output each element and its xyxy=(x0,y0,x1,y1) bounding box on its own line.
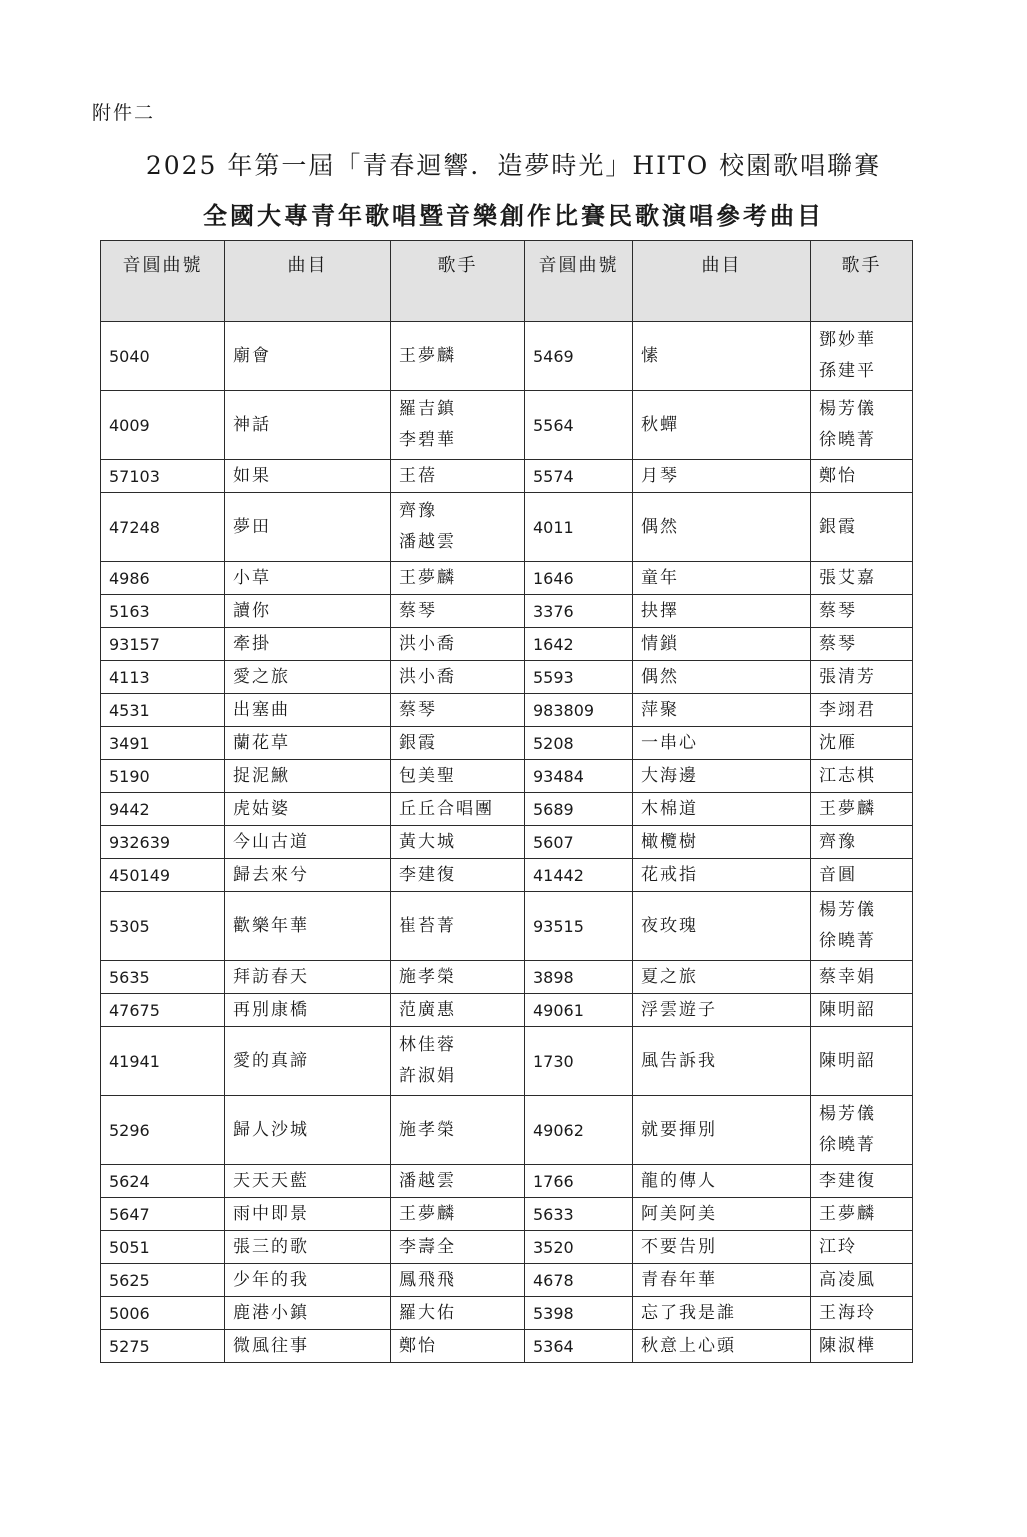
song-id-cell: 5647 xyxy=(101,1198,225,1231)
singer-cell xyxy=(391,994,525,1027)
singer-cell xyxy=(391,595,525,628)
song-id-cell: 5625 xyxy=(101,1264,225,1297)
song-id-cell: 93157 xyxy=(101,628,225,661)
table-row xyxy=(101,460,913,493)
singer-name: 孫建平 xyxy=(819,361,876,381)
singer-cell xyxy=(391,859,525,892)
song-title-cell: 抉擇 xyxy=(633,595,811,628)
singer-name: 丘丘合唱團 xyxy=(399,798,494,819)
singer-name: 潘越雲 xyxy=(399,532,456,552)
song-id-cell: 3491 xyxy=(101,727,225,760)
song-id-cell: 5208 xyxy=(525,727,633,760)
singer-name: 王夢麟 xyxy=(819,1203,876,1224)
singer-cell xyxy=(811,1330,913,1363)
song-title-cell: 歸去來兮 xyxy=(225,859,391,892)
header-song-id: 音圓曲號 xyxy=(525,241,633,322)
song-title-cell: 愛的真諦 xyxy=(225,1027,391,1096)
song-title-cell: 阿美阿美 xyxy=(633,1198,811,1231)
singer-cell xyxy=(811,460,913,493)
song-title-cell: 捉泥鰍 xyxy=(225,760,391,793)
song-id-cell: 93484 xyxy=(525,760,633,793)
singer-name: 鳳飛飛 xyxy=(399,1269,456,1290)
table-row xyxy=(101,727,913,760)
singer-cell xyxy=(391,727,525,760)
header-song-title: 曲目 xyxy=(225,241,391,322)
song-id-cell: 5635 xyxy=(101,961,225,994)
song-title-cell: 情鎖 xyxy=(633,628,811,661)
header-singer: 歌手 xyxy=(811,241,913,322)
singer-cell xyxy=(391,661,525,694)
song-id-cell: 932639 xyxy=(101,826,225,859)
header-song-id: 音圓曲號 xyxy=(101,241,225,322)
header-song-title: 曲目 xyxy=(633,241,811,322)
singer-cell xyxy=(811,859,913,892)
singer-name: 李翊君 xyxy=(819,699,876,720)
song-title-cell: 拜訪春天 xyxy=(225,961,391,994)
singer-name: 楊芳儀 xyxy=(819,900,876,920)
singer-cell xyxy=(391,493,525,562)
singer-cell xyxy=(811,493,913,562)
song-title-cell: 月琴 xyxy=(633,460,811,493)
song-id-cell: 41442 xyxy=(525,859,633,892)
song-id-cell: 4113 xyxy=(101,661,225,694)
song-id-cell: 5564 xyxy=(525,391,633,460)
table-row xyxy=(101,322,913,391)
table-body xyxy=(101,322,913,1363)
song-title-cell: 廟會 xyxy=(225,322,391,391)
singer-cell xyxy=(391,892,525,961)
singer-cell xyxy=(811,661,913,694)
singer-name: 李建復 xyxy=(399,864,456,885)
singer-name: 王夢麟 xyxy=(399,567,456,588)
table-row xyxy=(101,1231,913,1264)
singer-name: 銀霞 xyxy=(399,732,437,753)
song-title-cell: 夢田 xyxy=(225,493,391,562)
table-row xyxy=(101,661,913,694)
singer-cell xyxy=(811,1231,913,1264)
song-id-cell: 5574 xyxy=(525,460,633,493)
table-row xyxy=(101,994,913,1027)
singer-cell xyxy=(811,826,913,859)
song-title-cell: 雨中即景 xyxy=(225,1198,391,1231)
song-title-cell: 花戒指 xyxy=(633,859,811,892)
table-row xyxy=(101,1264,913,1297)
singer-cell xyxy=(811,892,913,961)
singer-name: 王夢麟 xyxy=(819,798,876,819)
table-row xyxy=(101,760,913,793)
singer-name: 鄭怡 xyxy=(819,465,857,486)
singer-cell xyxy=(811,562,913,595)
table-row xyxy=(101,892,913,961)
singer-name: 江玲 xyxy=(819,1236,857,1257)
singer-cell xyxy=(811,628,913,661)
song-id-cell: 5607 xyxy=(525,826,633,859)
singer-cell xyxy=(811,760,913,793)
singer-cell xyxy=(391,1096,525,1165)
song-title-cell: 虎姑婆 xyxy=(225,793,391,826)
singer-name: 張艾嘉 xyxy=(819,567,876,588)
song-title-cell: 秋意上心頭 xyxy=(633,1330,811,1363)
song-id-cell: 1730 xyxy=(525,1027,633,1096)
singer-cell xyxy=(391,460,525,493)
song-title-cell: 如果 xyxy=(225,460,391,493)
song-title-cell: 橄欖樹 xyxy=(633,826,811,859)
singer-cell xyxy=(811,391,913,460)
table-row xyxy=(101,1198,913,1231)
singer-name: 包美聖 xyxy=(399,765,456,786)
singer-name: 李建復 xyxy=(819,1170,876,1191)
song-id-cell: 9442 xyxy=(101,793,225,826)
singer-name: 王夢麟 xyxy=(399,1203,456,1224)
singer-cell xyxy=(811,1165,913,1198)
singer-name: 施孝榮 xyxy=(399,966,456,987)
table-row xyxy=(101,694,913,727)
table-row xyxy=(101,1096,913,1165)
singer-cell xyxy=(811,1297,913,1330)
song-table xyxy=(100,240,913,1363)
singer-name: 齊豫 xyxy=(819,831,857,852)
song-title-cell: 張三的歌 xyxy=(225,1231,391,1264)
singer-name: 李碧華 xyxy=(399,430,456,450)
singer-cell xyxy=(391,694,525,727)
song-id-cell: 5305 xyxy=(101,892,225,961)
singer-name: 江志棋 xyxy=(819,765,876,786)
singer-name: 沈雁 xyxy=(819,732,857,753)
song-title-cell: 再別康橋 xyxy=(225,994,391,1027)
table-row xyxy=(101,961,913,994)
singer-name: 王海玲 xyxy=(819,1302,876,1323)
singer-cell xyxy=(391,628,525,661)
song-title-cell: 就要揮別 xyxy=(633,1096,811,1165)
singer-name: 音圓 xyxy=(819,864,857,885)
singer-name: 陳明韶 xyxy=(819,1050,876,1071)
song-title-cell: 愛之旅 xyxy=(225,661,391,694)
table-row xyxy=(101,793,913,826)
singer-name: 蔡琴 xyxy=(819,633,857,654)
singer-cell xyxy=(391,760,525,793)
singer-name: 崔苔菁 xyxy=(399,915,456,936)
song-title-cell: 風告訴我 xyxy=(633,1027,811,1096)
singer-name: 蔡琴 xyxy=(399,699,437,720)
singer-name: 高凌風 xyxy=(819,1269,876,1290)
singer-name: 施孝榮 xyxy=(399,1119,456,1140)
singer-name: 洪小喬 xyxy=(399,666,456,687)
singer-name: 徐曉菁 xyxy=(819,430,876,450)
song-title-cell: 讀你 xyxy=(225,595,391,628)
singer-cell xyxy=(391,322,525,391)
song-id-cell: 4011 xyxy=(525,493,633,562)
singer-cell xyxy=(391,1027,525,1096)
singer-name: 洪小喬 xyxy=(399,633,456,654)
song-id-cell: 5633 xyxy=(525,1198,633,1231)
song-id-cell: 450149 xyxy=(101,859,225,892)
song-title-cell: 愫 xyxy=(633,322,811,391)
song-title-cell: 神話 xyxy=(225,391,391,460)
song-id-cell: 1766 xyxy=(525,1165,633,1198)
singer-name: 鄭怡 xyxy=(399,1335,437,1356)
song-id-cell: 5006 xyxy=(101,1297,225,1330)
singer-cell xyxy=(391,1297,525,1330)
singer-name: 蔡琴 xyxy=(819,600,857,621)
singer-cell xyxy=(811,694,913,727)
song-id-cell: 5190 xyxy=(101,760,225,793)
table-row xyxy=(101,1297,913,1330)
header-singer: 歌手 xyxy=(391,241,525,322)
song-id-cell: 5593 xyxy=(525,661,633,694)
singer-name: 楊芳儀 xyxy=(819,1104,876,1124)
song-id-cell: 4678 xyxy=(525,1264,633,1297)
song-title-cell: 夏之旅 xyxy=(633,961,811,994)
singer-name: 徐曉菁 xyxy=(819,931,876,951)
song-id-cell: 5275 xyxy=(101,1330,225,1363)
song-title-cell: 大海邊 xyxy=(633,760,811,793)
song-title-cell: 微風往事 xyxy=(225,1330,391,1363)
song-id-cell: 3376 xyxy=(525,595,633,628)
singer-name: 王夢麟 xyxy=(399,345,456,366)
singer-cell xyxy=(811,994,913,1027)
song-title-cell: 一串心 xyxy=(633,727,811,760)
table-row xyxy=(101,1027,913,1096)
table-row xyxy=(101,391,913,460)
song-title-cell: 萍聚 xyxy=(633,694,811,727)
singer-cell xyxy=(391,1264,525,1297)
singer-name: 徐曉菁 xyxy=(819,1135,876,1155)
song-title-cell: 少年的我 xyxy=(225,1264,391,1297)
document-subtitle: 全國大專青年歌唱暨音樂創作比賽民歌演唱參考曲目 xyxy=(203,201,824,230)
song-title-cell: 不要告別 xyxy=(633,1231,811,1264)
attachment-label: 附件二 xyxy=(92,102,156,124)
table-row xyxy=(101,562,913,595)
table-row xyxy=(101,826,913,859)
singer-name: 許淑娟 xyxy=(399,1066,456,1086)
song-id-cell: 57103 xyxy=(101,460,225,493)
song-id-cell: 4531 xyxy=(101,694,225,727)
singer-name: 林佳蓉 xyxy=(399,1035,456,1055)
song-id-cell: 49061 xyxy=(525,994,633,1027)
singer-cell xyxy=(391,391,525,460)
song-title-cell: 龍的傳人 xyxy=(633,1165,811,1198)
song-id-cell: 5051 xyxy=(101,1231,225,1264)
song-id-cell: 47248 xyxy=(101,493,225,562)
song-id-cell: 4986 xyxy=(101,562,225,595)
song-title-cell: 秋蟬 xyxy=(633,391,811,460)
table-row xyxy=(101,1330,913,1363)
singer-cell xyxy=(811,1027,913,1096)
singer-cell xyxy=(811,595,913,628)
song-id-cell: 3898 xyxy=(525,961,633,994)
singer-name: 潘越雲 xyxy=(399,1170,456,1191)
song-title-cell: 木棉道 xyxy=(633,793,811,826)
singer-name: 銀霞 xyxy=(819,516,857,537)
singer-name: 張清芳 xyxy=(819,666,876,687)
song-id-cell: 49062 xyxy=(525,1096,633,1165)
singer-name: 陳淑樺 xyxy=(819,1335,876,1356)
singer-cell xyxy=(391,562,525,595)
document-title: 2025 年第一屆「青春迴響．造夢時光」HITO 校園歌唱聯賽 xyxy=(145,151,882,180)
song-id-cell: 5364 xyxy=(525,1330,633,1363)
singer-cell xyxy=(811,1264,913,1297)
singer-cell xyxy=(391,826,525,859)
song-title-cell: 出塞曲 xyxy=(225,694,391,727)
song-title-cell: 小草 xyxy=(225,562,391,595)
singer-cell xyxy=(391,1231,525,1264)
table-row xyxy=(101,1165,913,1198)
song-title-cell: 天天天藍 xyxy=(225,1165,391,1198)
song-title-cell: 歡樂年華 xyxy=(225,892,391,961)
song-title-cell: 浮雲遊子 xyxy=(633,994,811,1027)
table-row xyxy=(101,859,913,892)
song-id-cell: 1642 xyxy=(525,628,633,661)
table-row xyxy=(101,628,913,661)
song-title-cell: 偶然 xyxy=(633,661,811,694)
song-id-cell: 3520 xyxy=(525,1231,633,1264)
table-row xyxy=(101,493,913,562)
song-id-cell: 5469 xyxy=(525,322,633,391)
singer-name: 陳明韶 xyxy=(819,999,876,1020)
song-id-cell: 5624 xyxy=(101,1165,225,1198)
song-id-cell: 5040 xyxy=(101,322,225,391)
singer-name: 蔡幸娟 xyxy=(819,966,876,987)
song-title-cell: 今山古道 xyxy=(225,826,391,859)
song-title-cell: 偶然 xyxy=(633,493,811,562)
singer-name: 范廣惠 xyxy=(399,999,456,1020)
table-row xyxy=(101,595,913,628)
song-title-cell: 夜玫瑰 xyxy=(633,892,811,961)
singer-name: 羅吉鎮 xyxy=(399,399,456,419)
singer-name: 楊芳儀 xyxy=(819,399,876,419)
singer-name: 鄧妙華 xyxy=(819,330,876,350)
singer-cell xyxy=(391,1165,525,1198)
singer-cell xyxy=(391,961,525,994)
song-id-cell: 4009 xyxy=(101,391,225,460)
singer-name: 李壽全 xyxy=(399,1236,456,1257)
singer-cell xyxy=(811,793,913,826)
song-id-cell: 983809 xyxy=(525,694,633,727)
song-title-cell: 忘了我是誰 xyxy=(633,1297,811,1330)
song-id-cell: 93515 xyxy=(525,892,633,961)
song-title-cell: 蘭花草 xyxy=(225,727,391,760)
song-id-cell: 5689 xyxy=(525,793,633,826)
song-id-cell: 47675 xyxy=(101,994,225,1027)
song-id-cell: 1646 xyxy=(525,562,633,595)
song-title-cell: 鹿港小鎮 xyxy=(225,1297,391,1330)
song-id-cell: 5296 xyxy=(101,1096,225,1165)
song-id-cell: 41941 xyxy=(101,1027,225,1096)
singer-cell xyxy=(811,322,913,391)
singer-name: 黃大城 xyxy=(399,831,456,852)
singer-cell xyxy=(391,793,525,826)
singer-cell xyxy=(811,961,913,994)
singer-cell xyxy=(391,1198,525,1231)
singer-name: 王蓓 xyxy=(399,465,437,486)
singer-cell xyxy=(811,1198,913,1231)
song-title-cell: 青春年華 xyxy=(633,1264,811,1297)
singer-cell xyxy=(811,727,913,760)
song-title-cell: 歸人沙城 xyxy=(225,1096,391,1165)
singer-name: 齊豫 xyxy=(399,501,437,521)
singer-cell xyxy=(391,1330,525,1363)
song-title-cell: 童年 xyxy=(633,562,811,595)
singer-cell xyxy=(811,1096,913,1165)
song-id-cell: 5398 xyxy=(525,1297,633,1330)
singer-name: 蔡琴 xyxy=(399,600,437,621)
singer-name: 羅大佑 xyxy=(399,1302,456,1323)
song-title-cell: 牽掛 xyxy=(225,628,391,661)
song-id-cell: 5163 xyxy=(101,595,225,628)
table-header-row xyxy=(101,241,913,322)
